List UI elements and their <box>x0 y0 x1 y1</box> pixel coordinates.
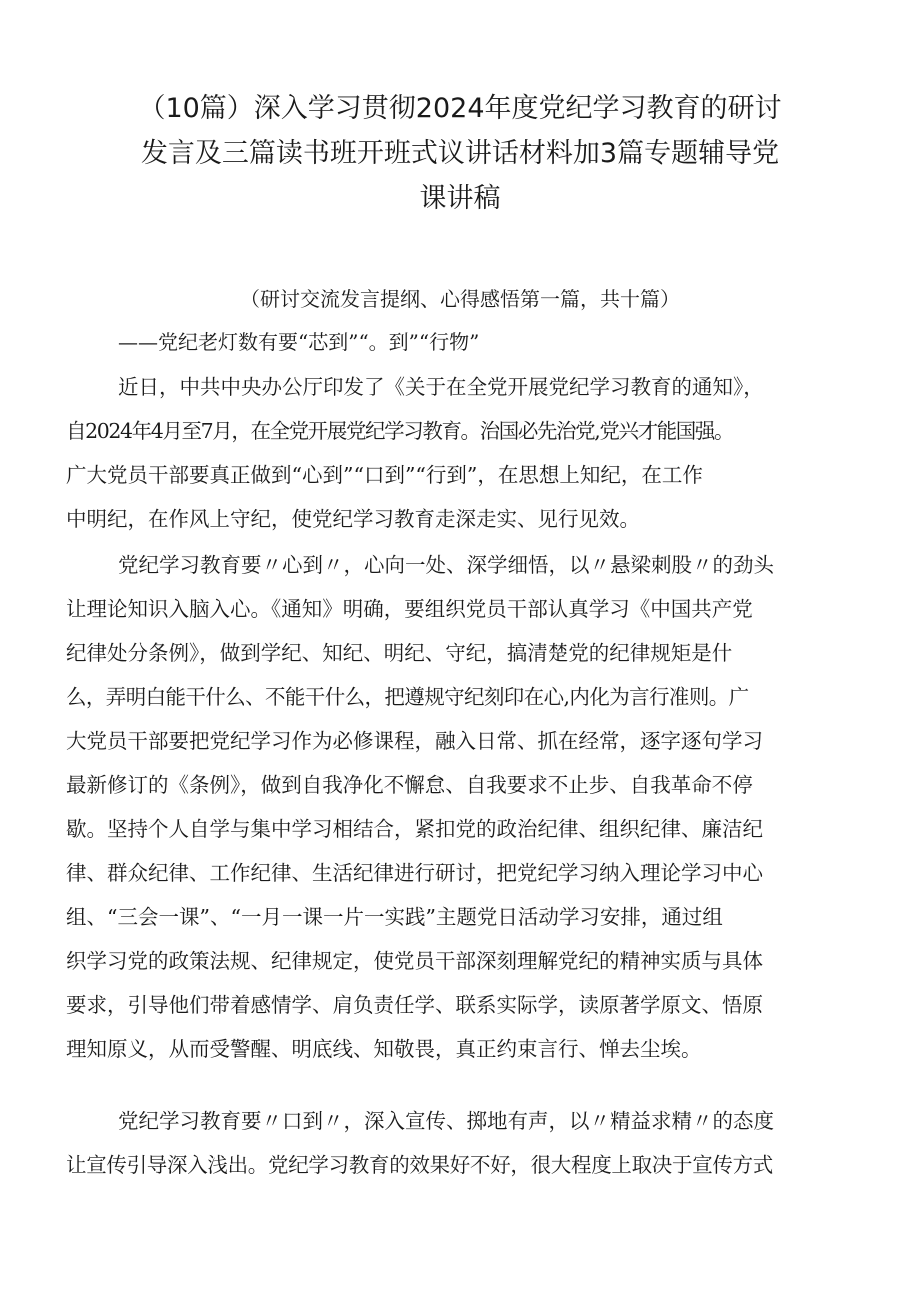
title-line: 发言及三篇读书班开班式议讲话材料加3篇专题辅导党 <box>140 138 780 169</box>
title-line: 课讲稿 <box>419 183 501 214</box>
paragraph-line: 自2024年4月至7月，在全党开展党纪学习教育。治国必先治党,党兴才能国强。 <box>66 419 734 443</box>
document-subtitle: （研讨交流发言提纲、心得感悟第一篇，共十篇） <box>240 287 680 311</box>
paragraph-line: 织学习党的政策法规、纪律规定，使党员干部深刻理解党纪的精神实质与具体 <box>66 949 763 973</box>
paragraph-line: 广大党员干部要真正做到“心到”“口到”“行到”，在思想上知纪，在工作 <box>66 463 703 487</box>
paragraph-line: 纪律处分条例》，做到学纪、知纪、明纪、守纪，搞清楚党的纪律规矩是什 <box>66 641 733 665</box>
paragraph-line: 律、群众纪律、工作纪律、生活纪律进行研讨，把党纪学习纳入理论学习中心 <box>66 861 763 885</box>
paragraph-line: 近日，中共中央办公厅印发了《关于在全党开展党纪学习教育的通知》， <box>118 375 764 399</box>
paragraph-line: 大党员干部要把党纪学习作为必修课程，融入日常、抓在经常，逐字逐句学习 <box>66 729 763 753</box>
paragraph-line: 么，弄明白能干什么、不能干什么，把遵规守纪刻印在心,内化为言行准则。广 <box>66 685 749 709</box>
title-line: （10篇）深入学习贯彻2024年度党纪学习教育的研讨 <box>138 93 782 124</box>
paragraph-line: 让理论知识入脑入心。《通知》明确，要组织党员干部认真学习《中国共产党 <box>66 597 753 621</box>
paragraph-line: 要求，引导他们带着感情学、肩负责任学、联系实际学，读原著学原文、悟原 <box>66 993 763 1017</box>
paragraph-line: 党纪学习教育要〃心到〃，心向一处、深学细悟，以〃悬梁刺股〃的劲头 <box>118 553 774 577</box>
section-heading: ——党纪老灯数有要“芯到”“。到”“行物” <box>118 330 480 354</box>
paragraph-line: 歇。坚持个人自学与集中学习相结合，紧扣党的政治纪律、组织纪律、廉洁纪 <box>66 817 763 841</box>
paragraph-line: 最新修订的《条例》，做到自我净化不懈怠、自我要求不止步、自我革命不停 <box>66 773 753 797</box>
paragraph-line: 中明纪，在作风上守纪，使党纪学习教育走深走实、见行见效。 <box>66 507 640 531</box>
paragraph-line: 让宣传引导深入浅出。党纪学习教育的效果好不好，很大程度上取决于宣传方式 <box>66 1153 773 1177</box>
paragraph-line: 理知原义，从而受警醒、明底线、知敬畏，真正约束言行、惮去尘埃。 <box>66 1037 702 1061</box>
document-title <box>110 86 810 221</box>
paragraph-line: 党纪学习教育要〃口到〃，深入宣传、掷地有声，以〃精益求精〃的态度 <box>118 1109 774 1133</box>
paragraph-line: 组、“三会一课”、“一月一课一片一实践”主题党日活动学习安排，通过组 <box>66 905 723 929</box>
